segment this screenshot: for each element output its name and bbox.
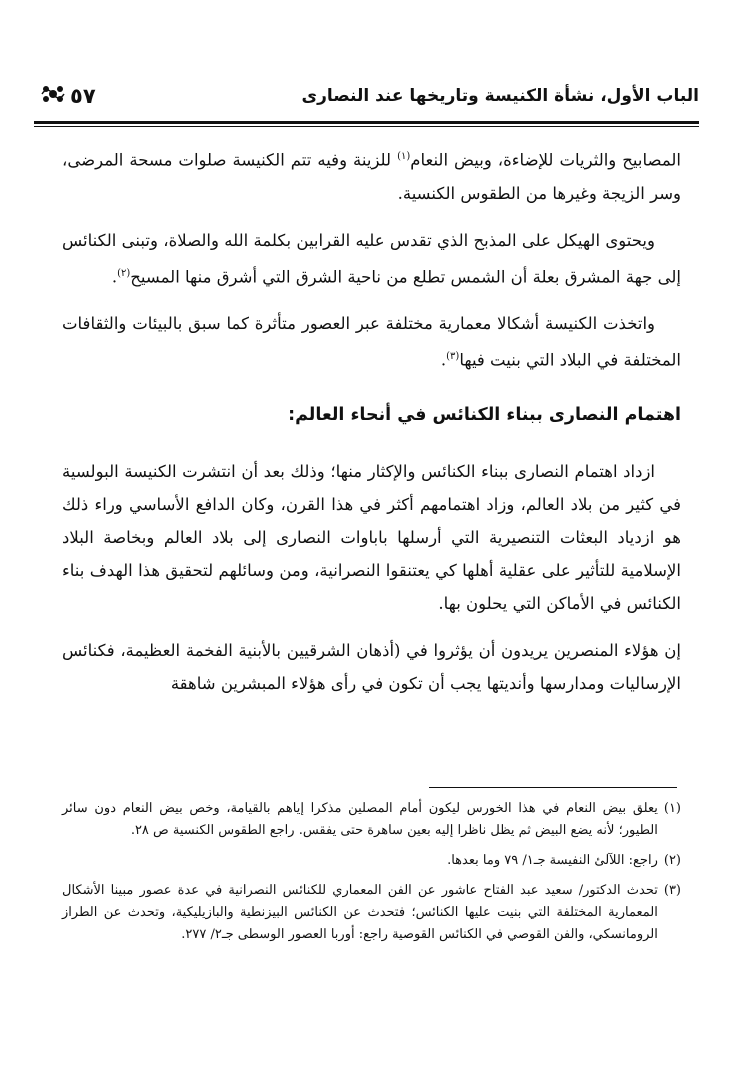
header-rule-thin xyxy=(34,126,699,127)
page-header xyxy=(40,78,699,114)
paragraph-1-rest: للزينة وفيه تتم الكنيسة صلوات مسحة المرضى، وسر الزيجة وغيرها من الطقوس الكنسية. xyxy=(62,150,681,203)
footnote-text: يعلق بيض النعام في هذا الخورس ليكون أمام المصلين مذكرا إياهم بالقيامة، وخص بيض النعام دون سائر الطيور؛ لأنه يضع البيض ثم يظل ناظرا إليه بعين ساهرة حتى يفقس. راجع الطقوس الكنسية ص ٢٨. xyxy=(62,801,658,838)
paragraph-2-text: ويحتوى الهيكل على المذبح الذي تقدس عليه القرابين بكلمة الله والصلاة، وتبنى الكنائس إلى جهة المشرق بعلة أن الشمس تطلع من ناحية الشرق التي أشرق منها المسيح xyxy=(62,230,681,286)
paragraph-3-end: . xyxy=(440,350,447,370)
paragraph-4: ازداد اهتمام النصارى ببناء الكنائس والإكثار منها؛ وذلك بعد أن انتشرت الكنيسة البولسية في كثير من بلاد العالم، وزاد اهتمامهم أكثر في هذا القرن، وكان الدافع الأساسي وراء ذلك هو ازدياد البعثات التنصيرية التي أرسلها باباوات النصارى إلى بلاد العالم وبخاصة البلاد الإسلامية للتأثير على عقلية أهلها كي يعتنقوا النصرانية، ومن وسائلهم لتحقيق هذا الهدف بناء الكنائس في الأماكن التي يحلون بها. xyxy=(62,461,681,613)
paragraph-3-text: واتخذت الكنيسة أشكالا معمارية مختلفة عبر العصور متأثرة كما سبق بالبيئات والثقافات المختلفة في البلاد التي بنيت فيها xyxy=(62,314,681,370)
footnote-marker-2: (٢) xyxy=(117,267,131,279)
page-number-block xyxy=(40,83,96,109)
paragraph-1-text: المصابيح والثريات للإضاءة، وبيض النعام xyxy=(410,150,681,170)
footnote-marker-3: (٣) xyxy=(446,351,460,362)
footnote-number: (٣) xyxy=(663,883,681,898)
footnote-number: (١) xyxy=(663,801,681,816)
paragraph-1 xyxy=(62,140,681,210)
paragraph-3 xyxy=(62,307,681,377)
footnote-separator xyxy=(429,787,677,788)
floral-ornament-icon xyxy=(40,83,66,109)
section-heading: اهتمام النصارى ببناء الكنائس في أنحاء العالم: xyxy=(288,404,681,425)
running-title: الباب الأول، نشأة الكنيسة وتاريخها عند النصارى xyxy=(301,86,699,106)
page-number: ٥٧ xyxy=(70,84,96,108)
paragraph-2 xyxy=(62,224,681,294)
footnote-number: (٢) xyxy=(663,853,681,868)
paragraph-2-end: . xyxy=(111,267,118,286)
paragraph-5: إن هؤلاء المنصرين يريدون أن يؤثروا في (أذهان الشرقيين بالأبنية الفخمة العظيمة، فكنائس الإرساليات ومدارسها وأنديتها يجب أن تكون في رأى هؤلاء المبشرين شاهقة xyxy=(62,640,681,693)
footnote-2 xyxy=(62,850,681,872)
body-text xyxy=(62,140,681,700)
footnote-text: راجع: اللآلئ النفيسة جـ١/ ٧٩ وما بعدها. xyxy=(447,853,658,868)
footnote-3 xyxy=(62,880,681,946)
footnotes xyxy=(62,798,681,954)
footnote-marker-1: (١) xyxy=(397,151,411,162)
header-rule-thick xyxy=(34,121,699,124)
footnote-1 xyxy=(62,798,681,842)
footnote-text: تحدث الدكتور/ سعيد عبد الفتاح عاشور عن الفن المعماري للكنائس النصرانية في عدة عصور مبينا الأشكال المعمارية المختلفة التي بنيت عليها الكنائس؛ فتحدث عن الكنائس البيزنطية والبازيليكية، وتحدث عن الطراز الرومانسكي، والفن القوصي في الكنائس القوصية راجع: أوربا العصور الوسطى جـ٢/ ٢٧٧. xyxy=(62,883,658,942)
